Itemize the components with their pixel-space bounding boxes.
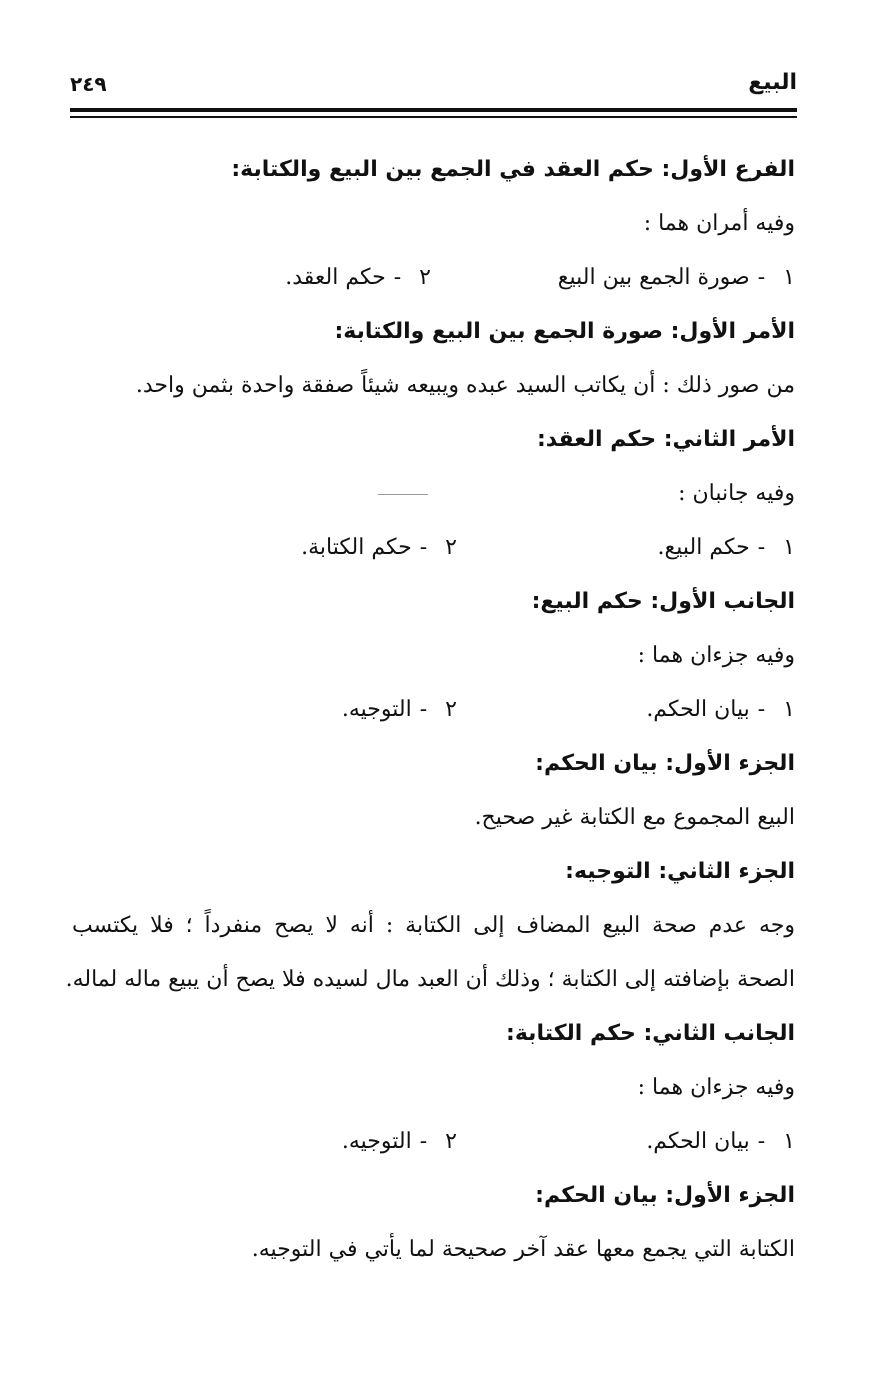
paragraph: وفيه جانبان : (678, 481, 795, 506)
list-text: التوجيه. (341, 697, 412, 722)
page-number: ٢٤٩ (70, 72, 107, 96)
list-item: ٢-التوجيه. (342, 1122, 457, 1162)
list-number: ٢ (445, 697, 457, 722)
list-number: ٢ (445, 1129, 457, 1154)
section-heading: الفرع الأول: حكم العقد في الجمع بين البيع والكتابة: (231, 157, 795, 182)
list-item: ١-بيان الحكم. (646, 690, 795, 730)
paragraph: البيع المجموع مع الكتابة غير صحيح. (474, 805, 795, 830)
section-heading: الجزء الأول: بيان الحكم: (535, 1183, 795, 1208)
header-title: البيع (748, 70, 797, 95)
decorative-rule (378, 494, 428, 495)
list-number: ١ (783, 697, 795, 722)
list-text: التوجيه. (341, 1129, 412, 1154)
paragraph: وفيه أمران هما : (643, 211, 795, 236)
paragraph: وفيه جزءان هما : (637, 1075, 795, 1100)
list-text: بيان الحكم. (646, 697, 750, 722)
list-item: ٢-حكم العقد. (285, 258, 431, 298)
section-heading: الأمر الثاني: حكم العقد: (536, 427, 795, 452)
list-number: ١ (783, 535, 795, 560)
list-text: صورة الجمع بين البيع (557, 265, 750, 290)
list-number: ٢ (419, 265, 431, 290)
section-heading: الجزء الثاني: التوجيه: (565, 859, 795, 884)
list-item: ٢-حكم الكتابة. (301, 528, 457, 568)
list-item: ١-صورة الجمع بين البيع (558, 258, 795, 298)
list-number: ١ (783, 265, 795, 290)
list-item: ١-حكم البيع. (658, 528, 795, 568)
list-text: بيان الحكم. (646, 1129, 750, 1154)
section-heading: الجانب الثاني: حكم الكتابة: (506, 1021, 795, 1046)
header-rule-thick (70, 108, 797, 112)
list-text: حكم الكتابة. (301, 535, 412, 560)
list-text: حكم العقد. (285, 265, 386, 290)
paragraph: الصحة بإضافته إلى الكتابة ؛ وذلك أن العبد مال لسيده فلا يصح أن يبيع ماله لماله. (65, 967, 795, 992)
paragraph: من صور ذلك : أن يكاتب السيد عبده ويبيعه شيئاً صفقة واحدة بثمن واحد. (135, 373, 795, 398)
list-number: ١ (783, 1129, 795, 1154)
section-heading: الجزء الأول: بيان الحكم: (535, 751, 795, 776)
paragraph: وفيه جزءان هما : (637, 643, 795, 668)
list-number: ٢ (445, 535, 457, 560)
list-item: ١-بيان الحكم. (646, 1122, 795, 1162)
list-text: حكم البيع. (657, 535, 750, 560)
running-header (70, 70, 797, 100)
paragraph: وجه عدم صحة البيع المضاف إلى الكتابة : أنه لا يصح منفرداً ؛ فلا يكتسب (72, 913, 795, 938)
paragraph: الكتابة التي يجمع معها عقد آخر صحيحة لما يأتي في التوجيه. (251, 1237, 795, 1262)
list-item: ٢-التوجيه. (342, 690, 457, 730)
section-heading: الجانب الأول: حكم البيع: (531, 589, 795, 614)
header-rule-thin (70, 116, 797, 118)
section-heading: الأمر الأول: صورة الجمع بين البيع والكتابة: (334, 319, 795, 344)
